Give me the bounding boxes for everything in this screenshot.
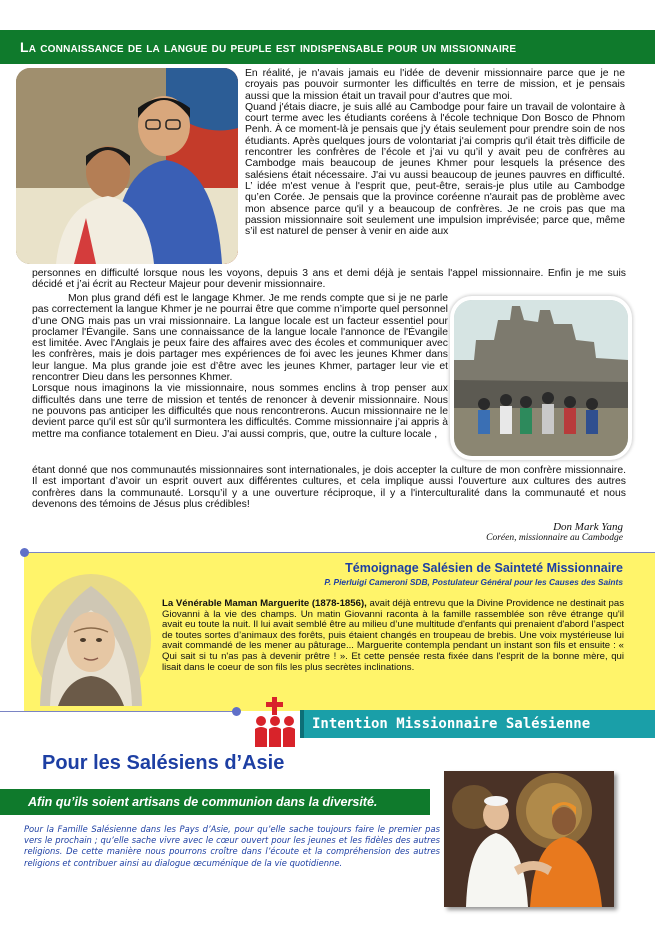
divider-dot [232,707,241,716]
divider-line [0,711,238,712]
story-paragraph-3: Mon plus grand défi est le langage Khmer. Je me rends compte que si je ne parle pas correctement la langue Khmer je ne pourrai être que comme n’importe quel personnel d’une ONG mais pas un vrai missionnaire. La langue locale est un facteur essentiel pour proclamer l'Évangile. Sans une connaissance de la langue locale l'annonce de l'Évangile est limitée. Avec l'Anglais je peux faire des affaires avec des écoles et communiquer avec les confrères, mais je dois partager mes expériences de foi avec les jeunes Khmer dans leur langue. Ma plus grande joie est d’être avec les jeunes Khmer, partager leur vie et rencontrer Dieu dans les personnes Khmer. [32,293,448,384]
story-paragraph-1: En réalité, je n'avais jamais eu l'idée de devenir missionnaire parce que je ne croyais pas pouvoir surmonter les difficultés en terre de mission, et je pensais aussi que la mission était un travail pour d’autres que moi. [245,68,625,102]
mama-margherita-portrait [28,560,154,706]
intention-subtitle: Afin qu’ils soient artisans de communion dans la diversité. [28,795,378,809]
testimony-lead: La Vénérable Maman Marguerite (1878-1856), [162,598,367,609]
intention-banner [300,710,655,738]
interreligious-meeting-photo [444,771,614,907]
testimony-title: Témoignage Salésien de Sainteté Missionnaire [345,561,623,575]
story-paragraph-2: Quand j'étais diacre, je suis allé au Cambodge pour faire un travail de volontaire à court terme avec les étudiants coréens à l'école technique Don Bosco de Phnom Penh. À ce moment-là je pensais que j'y étais seulement pour prendre soin de nos étudiants. Après quelques jours de volontariat j'ai compris qu'il était très difficile de rencontrer les confrères de l’école et j’ai vu qu’il y avait peu de confrères au Cambodge mais beaucoup de jeunes Khmer pour lesquels la présence des salésiens était nécessaire. J'ai vu aussi beaucoup de jeunes pauvres en difficulté. L’ idée m'est venue à l'esprit que, peut-être, serais-je plus utile au Cambodge qu’en Corée. Je pensais que la province coréenne n'aurait pas de problème avec mon absence parce qu'il y a beaucoup de confrères. Je ne crois pas que ma passion missionnaire soit seulement une impulsion imprévisée; parce que, même s’il est naturel de penser à venir en aide aux [245,101,625,238]
story-full-width-2 [32,465,626,510]
salesian-logo [252,697,298,747]
story-paragraph-2-end: personnes en difficulté lorsque nous les voyons, depuis 3 ans et demi déjà je sentais l'appel missionnaire. Enfin je me suis décidé et j’ai écrit au Recteur Majeur pour devenir missionnaire. [32,268,626,291]
divider-line [24,552,655,553]
intention-text: Pour la Famille Salésienne dans les Pays d’Asie, pour qu’elle sache toujours faire le premier pas vers le prochain ; qu’elle sache vivre avec le cœur ouvert pour les jeunes et les fidèles des autres religions. De cette manière nous pourrons croître dans l’écoute et la compréhension des autres religions et contribuer ainsi au dialogue œcuménique de la vie quotidienne. [24,824,440,868]
author-name: Don Mark Yang [553,521,623,533]
author-role: Coréen, missionnaire au Cambodge [486,533,623,543]
testimony-subtitle: P. Pierluigi Cameroni SDB, Postulateur Général pour les Causes des Saints [324,577,623,587]
header-banner [0,30,655,64]
angkor-group-photo [454,300,628,456]
divider-dot [20,548,29,557]
story-paragraph-4: Lorsque nous imaginons la vie missionnaire, nous sommes enclins à trop penser aux difficultés dans une terre de mission et tentés de renoncer à devenir missionnaire. Nous ne pouvons pas anticiper les difficultés que nous rencontrerons. Aucun missionnaire ne le devient parce qu'il est sûr qu'il surmontera les difficultés. Comme missionnaire j’ai appris à mettre ma confiance totalement en Dieu. J'ai aussi compris, que, outre la culture locale , [32,383,448,440]
story-column-left [32,293,448,440]
intention-title: Pour les Salésiens d’Asie [42,752,285,774]
missionary-photo [16,68,238,264]
intention-banner-label: Intention Missionnaire Salésienne [312,716,591,732]
header-title: La connaissance de la langue du peuple est indispensable pour un missionnaire [20,39,517,55]
testimony-body: avait déjà entrevu que la Divine Providence ne destinait pas Giovanni à la vie des champs. Un matin Giovanni raconta à la famille rassemblée son rêve étrange qu'il avait eu toute la nuit. Il lui avait semblé être au milieu d’une multitude d'enfants qui prenaient d'abord l’aspect de toutes sortes d’animaux des forêts, puis étaient changés en troupeau de brebis. Une voix mystérieuse lui avait commandé de les mener au pâturage... Marguerite contempla pendant un instant son fils et ensuite : « Qui sait si tu n'as pas à devenir prêtre ! ». Et cette pensée resta fixée dans l'esprit de la bonne mère, qui lisait dans le coeur de son fils les plus secrètes inclinations. [162,598,624,673]
author-signature [486,521,623,543]
testimony-text [162,599,624,673]
intention-subtitle-bar [0,789,430,815]
story-full-width-1 [32,268,626,291]
story-paragraph-4-end: étant donné que nos communautés missionnaires sont internationales, je dois accepter la culture de mon confrère missionnaire. Il est important d’avoir un esprit ouvert aux différentes cultures, et cela implique aussi l'ouverture aux cultures des autres confrères dans la communauté. Lorsqu’il y a une ouverture réciproque, il y a l'interculturalité dans la communauté et nous devenons des témoins de Jésus plus crédibles! [32,465,626,510]
story-column-right [245,68,625,237]
